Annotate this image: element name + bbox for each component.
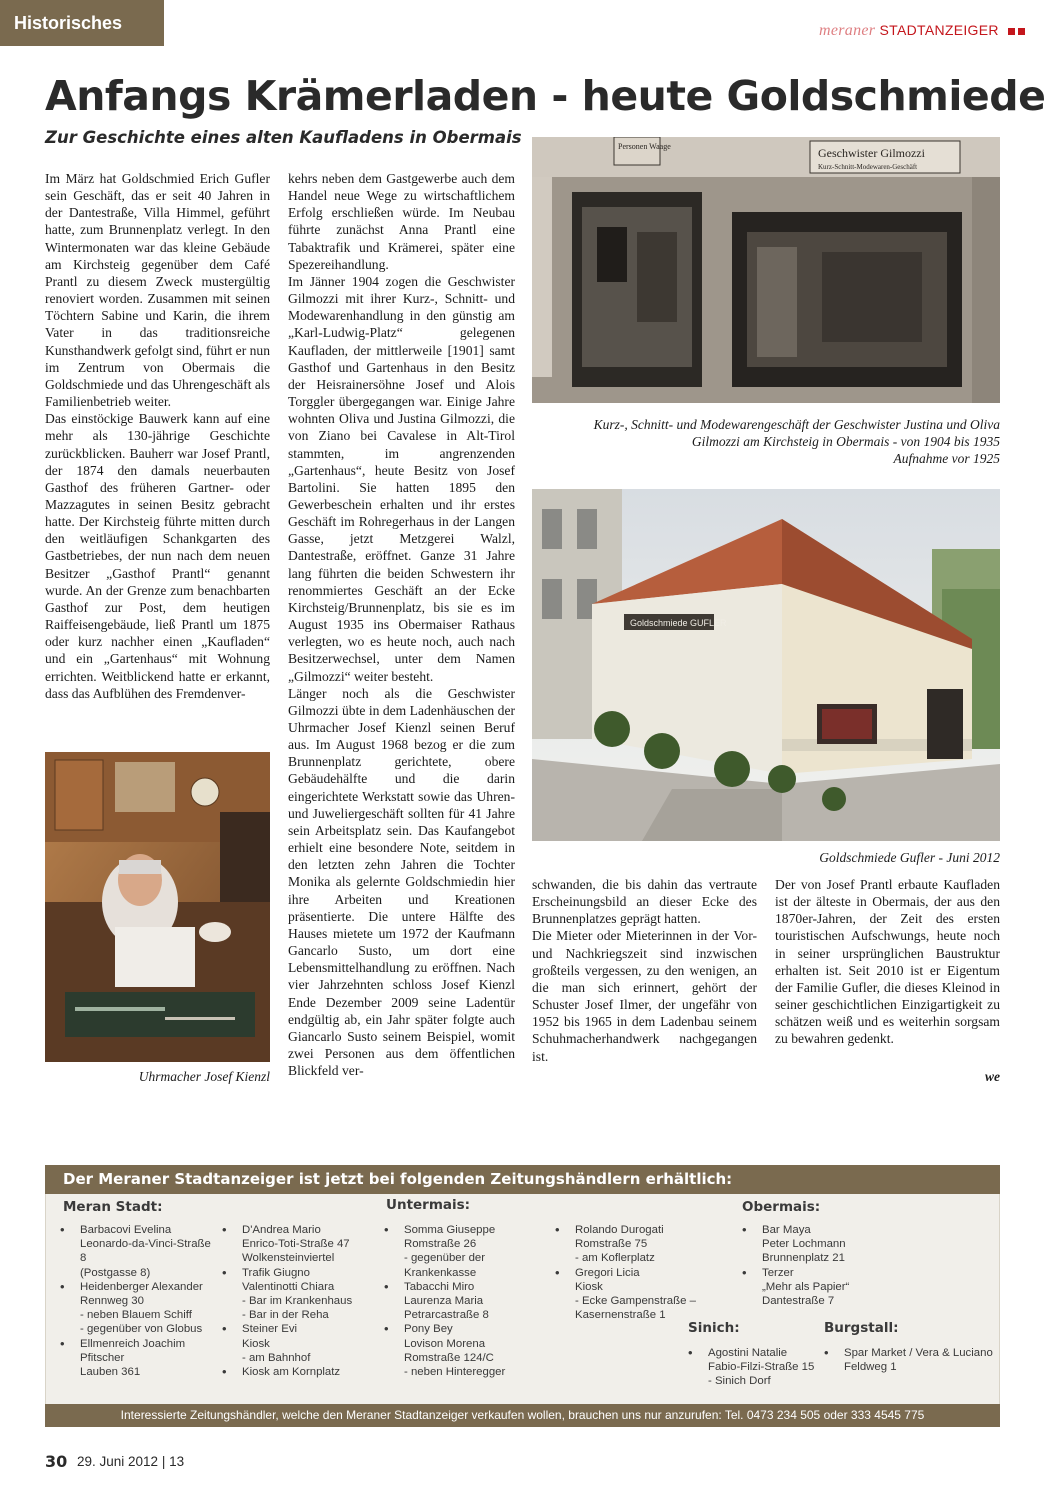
- article-column-2: [288, 170, 515, 1090]
- vendor-item: [688, 1346, 818, 1389]
- photo-watchmaker: [45, 752, 270, 1062]
- vendor-line: • Somma Giuseppe: [404, 1224, 496, 1236]
- brand-logo: [819, 22, 1025, 40]
- paragraph: Das einstöckige Bauwerk kann auf eine mehr als 130-jährige Geschichte zurückblicken. Bauherr war Josef Prantl, der 1874 den damals neuerbauten Gasthof des früheren Gartner- oder Mazzagutes in seinen Besitz gebracht hatte. Der Kirchsteig führte mitten durch den weitläufigen Schankgarten des Gastbetriebes, der nun nach dem neuen Besitzer „Gasthof Prantl“ genannt wurde. An der Grenze zum benachbarten Gasthof zur Post, dem heutigen Raiffeisengebäude, ließ Prantl um 1875 oder kurz nachher einen „Kaufladen“ und ein „Gartenhaus“ mit Wohnung errichten. Weitblickend hatte er erkannt, dass das Aufblühen des Fremdenver-: [45, 411, 270, 701]
- vendor-item: [222, 1266, 382, 1323]
- old-shop-sign: Geschwister Gilmozzi: [818, 146, 925, 160]
- photo-old-shop: [532, 137, 1000, 403]
- vendor-item: [384, 1223, 554, 1280]
- vendor-line: Fabio-Filzi-Straße 15: [708, 1361, 815, 1374]
- vendor-item: [742, 1266, 912, 1309]
- vendor-line: • Agostini Natalie: [708, 1347, 788, 1359]
- group-untermais: Untermais:: [386, 1197, 471, 1213]
- vendor-line: Dantestraße 7: [762, 1295, 835, 1308]
- vendor-line: Lovison Morena: [404, 1337, 486, 1350]
- vendor-item: [60, 1223, 220, 1280]
- paragraph: schwanden, die bis dahin das vertraute Erscheinungsbild an dieser Ecke des Brunnenplatzes geprägt hatten.: [532, 877, 757, 927]
- vendor-line: Laurenza Maria: [404, 1295, 484, 1308]
- vendor-line: • Kiosk am Kornplatz: [242, 1366, 341, 1379]
- vendor-line: • Trafik Giugno: [242, 1266, 310, 1279]
- vendor-item: [60, 1280, 220, 1337]
- vendor-line: (Postgasse 8): [80, 1266, 151, 1279]
- vendor-line: Peter Lochmann: [762, 1238, 846, 1251]
- vendor-line: Valentinotti Chiara: [242, 1280, 335, 1293]
- section-tag: Historisches: [0, 0, 164, 46]
- vendor-line: Petrarcastraße 8: [404, 1309, 489, 1322]
- vendor-item: [555, 1223, 725, 1266]
- vendor-line: Lauben 361: [80, 1366, 141, 1379]
- vendor-item: [555, 1266, 725, 1323]
- paragraph: Im Jänner 1904 zogen die Geschwister Gilmozzi mit ihrer Kurz-, Schnitt- und Modewarenhandlung in den günstig am „Karl-Ludwig-Platz“ gelegenen Kaufladen, der mittlerweile [1901] samt Gasthof und Gartenhaus in den Besitz der Heisrainersöhne Josef und Alois Torggler übergegangen war. Einige Jahre wohnten Oliva und Justina Gilmozzi, die von Ziano bei Cavalese in Alt-Tirol stammten, im angrenzenden „Gartenhaus“, heute Besitz von Josef Bartolini. Sie hatten 1895 den Gewerbeschein erhalten und ihr erstes Geschäft im Rohregerhaus in der Langen Gasse, jetzt Metzgerei Walzl, Dantestraße, eröffnet. Ganze 31 Jahre lang führten die beiden Schwestern ihr renommiertes Geschäft an der Ecke Kirchsteig/Brunnenplatz, bis sie es im August 1935 ins Obermaiser Rathaus verlegten, wo es heute noch, auch nach Besitzerwechsel, unter dem Namen „Gilmozzi“ weiter besteht.: [288, 273, 515, 684]
- vendor-line: - neben Blauem Schiff: [80, 1309, 192, 1322]
- vendor-line: - am Bahnhof: [242, 1351, 311, 1364]
- vendor-line: • Pony Bey: [404, 1323, 453, 1336]
- article-column-4: [775, 876, 1000, 1066]
- vendor-line: - gegenüber der Krankenkasse: [404, 1252, 486, 1279]
- vendor-line: • Bar Maya: [762, 1224, 811, 1236]
- vendor-line: Romstraße 124/C: [404, 1351, 494, 1364]
- vendor-line: • Tabacchi Miro: [404, 1280, 475, 1293]
- group-meran: Meran Stadt:: [63, 1199, 163, 1215]
- vendor-list-untermais-b: [555, 1223, 725, 1322]
- group-burgstall: Burgstall:: [824, 1320, 899, 1336]
- vendor-line: Leonardo-da-Vinci-Straße 8: [80, 1238, 211, 1265]
- group-obermais: Obermais:: [742, 1199, 821, 1215]
- photo-new-shop: [532, 489, 1000, 841]
- article-title: Anfangs Krämerladen - heute Goldschmiede: [45, 72, 1045, 120]
- caption-new-shop: Goldschmiede Gufler - Juni 2012: [819, 850, 1000, 865]
- vendor-item: [222, 1365, 382, 1379]
- vendor-line: • Barbacovi Evelina: [80, 1224, 172, 1236]
- new-shop-sign: Goldschmiede GUFLER: [630, 618, 727, 628]
- old-shop-scale: Personen Waage: [618, 142, 671, 151]
- vendor-line: Kiosk: [242, 1337, 270, 1350]
- vendor-line: Wolkensteinviertel: [242, 1252, 335, 1265]
- brand-suffix: STADTANZEIGER: [879, 22, 999, 38]
- caption-old-shop-2: Gilmozzi am Kirchsteig in Obermais - von 1904 bis 1935: [691, 434, 1000, 449]
- caption-old-shop-3: Aufnahme vor 1925: [893, 451, 1000, 466]
- vendor-item: [222, 1322, 382, 1365]
- vendor-line: • Spar Market / Vera & Luciano: [844, 1347, 993, 1359]
- vendor-line: - Sinich Dorf: [708, 1375, 771, 1388]
- page-number: 30: [45, 1452, 68, 1471]
- article-column-3: [532, 876, 757, 1086]
- vendor-line: • Rolando Durogati: [575, 1224, 664, 1236]
- vendor-line: • Ellmenreich Joachim: [80, 1337, 186, 1350]
- vendor-line: - Ecke Gampenstraße –: [575, 1295, 696, 1308]
- brand-prefix: meraner: [819, 22, 876, 39]
- paragraph: Die Mieter oder Mieterinnen in der Vor- und Nachkriegszeit sind inzwischen großteils vergessen, zu den wenigen, an die man sich erinnert, gehört der Schuster Josef Ilmer, der ungefähr von 1952 bis 1965 in dem Ladenbau seinem Schuhmacherhandwerk nachgegangen ist.: [532, 928, 757, 1064]
- vendor-line: Kasernenstraße 1: [575, 1309, 666, 1322]
- vendors-heading: Der Meraner Stadtanzeiger ist jetzt bei folgenden Zeitungshändlern erhältlich:: [45, 1165, 1000, 1194]
- vendor-list-meran-b: [222, 1223, 382, 1379]
- paragraph: Länger noch als die Geschwister Gilmozzi übte in dem Ladenhäuschen der Uhrmacher Josef Kienzl seinen Beruf aus. Im August 1968 bezog er die zum Brunnenplatz gerichtete, obere Gebäudehälfte und die darin eingerichtete Werkstatt sowie das Uhren- und Juweliergeschäft sollten für 41 Jahre sein Arbeitsplatz sein. Das Kaufangebot erhielt eine besondere Note, seitdem in den letzten zehn Jahren die Tochter Monika als gelernte Goldschmiedin hier ihre Arbeiten und Kreationen präsentierte. Die untere Hälfte des Hauses mietete um 1972 der Kaufmann Gancarlo Susto, um dort eine Lebensmittelhandlung zu eröffnen. Nach vier Jahrzehnten schloss Josef Kienzl Ende Dezember 2009 seine Ladentür endgültig ab, ein Jahr später folgte auch Giancarlo Susto seinem Beispiel, womit zwei Personen aus dem öffentlichen Blickfeld ver-: [288, 685, 515, 1079]
- vendor-line: • Terzer: [762, 1266, 794, 1279]
- vendor-line: Brunnenplatz 21: [762, 1252, 845, 1265]
- vendor-list-untermais-a: [384, 1223, 554, 1379]
- brand-square-icon: [1008, 28, 1015, 35]
- vendor-line: - gegenüber von Globus: [80, 1323, 203, 1336]
- paragraph: Im März hat Goldschmied Erich Gufler sein Geschäft, das er seit 40 Jahren in der Dantestraße, Villa Himmel, geführt hatte, zum Brunnenplatz verlegt. In den Wintermonaten war das kleine Gebäude am Kirchsteig gegenüber dem Café Prantl zu diesem Zweck mustergültig renoviert worden. Zusammen mit seinen Töchtern Sabine und Karin, die ihrem Vater in das traditionsreiche Kunsthandwerk gefolgt sind, führt er nun im Zentrum von Obermais die Goldschmiede und das Uhrengeschäft als Familienbetrieb weiter.: [45, 171, 271, 410]
- caption-old-shop-1: Kurz-, Schnitt- und Modewarengeschäft der Geschwister Justina und Oliva: [593, 417, 1000, 432]
- vendor-line: - Bar in der Reha: [242, 1309, 329, 1322]
- issue-date: 29. Juni 2012 | 13: [77, 1454, 185, 1469]
- vendor-item: [384, 1322, 554, 1379]
- article-column-1: [45, 170, 270, 750]
- vendor-list-burgstall: [824, 1346, 994, 1374]
- author-signature: we: [985, 1069, 1000, 1084]
- vendor-line: • Heidenberger Alexander: [80, 1280, 203, 1293]
- vendor-item: [824, 1346, 994, 1374]
- vendor-line: • D'Andrea Mario: [242, 1224, 321, 1236]
- vendor-line: • Gregori Licia: [575, 1266, 640, 1279]
- vendor-line: Romstraße 26: [404, 1238, 477, 1251]
- vendor-item: [384, 1280, 554, 1323]
- old-shop-sign-2: Kurz-Schnitt-Modewaren-Geschäft: [818, 163, 918, 171]
- vendor-line: Rennweg 30: [80, 1295, 144, 1308]
- group-sinich: Sinich:: [688, 1320, 740, 1336]
- paragraph: Der von Josef Prantl erbaute Kaufladen ist der älteste in Obermais, der aus den 1870er-Jahren, der Zeit des ersten touristischen Aufschwungs, heute noch in seiner ursprünglichen Baustruktur erhalten ist. Seit 2010 ist er Eigentum der Familie Gufler, die dieses Kleinod in seiner geschichtlichen Einzigartigkeit zu schätzen weiß und es weiterhin sorgsam zu bewahren gedenkt.: [775, 877, 1000, 1047]
- paragraph: kehrs neben dem Gastgewerbe auch dem Handel neue Wege zu wirtschaftlichem Erfolg erschließen würde. Im Neubau führte zunächst Anna Prantl eine Tabaktrafik und Krämerei, später eine Spezereihandlung.: [288, 171, 515, 272]
- vendor-line: - Bar im Krankenhaus: [242, 1295, 353, 1308]
- vendor-item: [60, 1337, 220, 1380]
- vendor-item: [742, 1223, 912, 1266]
- vendors-footer: Interessierte Zeitungshändler, welche den Meraner Stadtanzeiger verkaufen wollen, brauchen uns nur anzurufen: Tel. 0473 234 505 oder 333 4545 775: [45, 1404, 1000, 1427]
- vendor-line: - am Koflerplatz: [575, 1252, 655, 1265]
- vendor-line: Enrico-Toti-Straße 47: [242, 1238, 350, 1251]
- vendor-line: Kiosk: [575, 1280, 603, 1293]
- caption-watchmaker: Uhrmacher Josef Kienzl: [138, 1069, 270, 1084]
- vendor-line: Romstraße 75: [575, 1238, 648, 1251]
- vendor-line: Pfitscher: [80, 1351, 125, 1364]
- vendor-list-obermais: [742, 1223, 912, 1308]
- brand-square-icon: [1018, 28, 1025, 35]
- vendor-list-sinich: [688, 1346, 818, 1389]
- vendor-line: Feldweg 1: [844, 1361, 897, 1374]
- vendor-line: „Mehr als Papier“: [762, 1280, 850, 1293]
- vendor-line: • Steiner Evi: [242, 1323, 298, 1336]
- vendor-item: [222, 1223, 382, 1266]
- vendor-list-meran-a: [60, 1223, 220, 1379]
- article-subtitle: Zur Geschichte eines alten Kaufladens in Obermais: [45, 128, 522, 147]
- vendor-line: - neben Hinteregger: [404, 1366, 506, 1379]
